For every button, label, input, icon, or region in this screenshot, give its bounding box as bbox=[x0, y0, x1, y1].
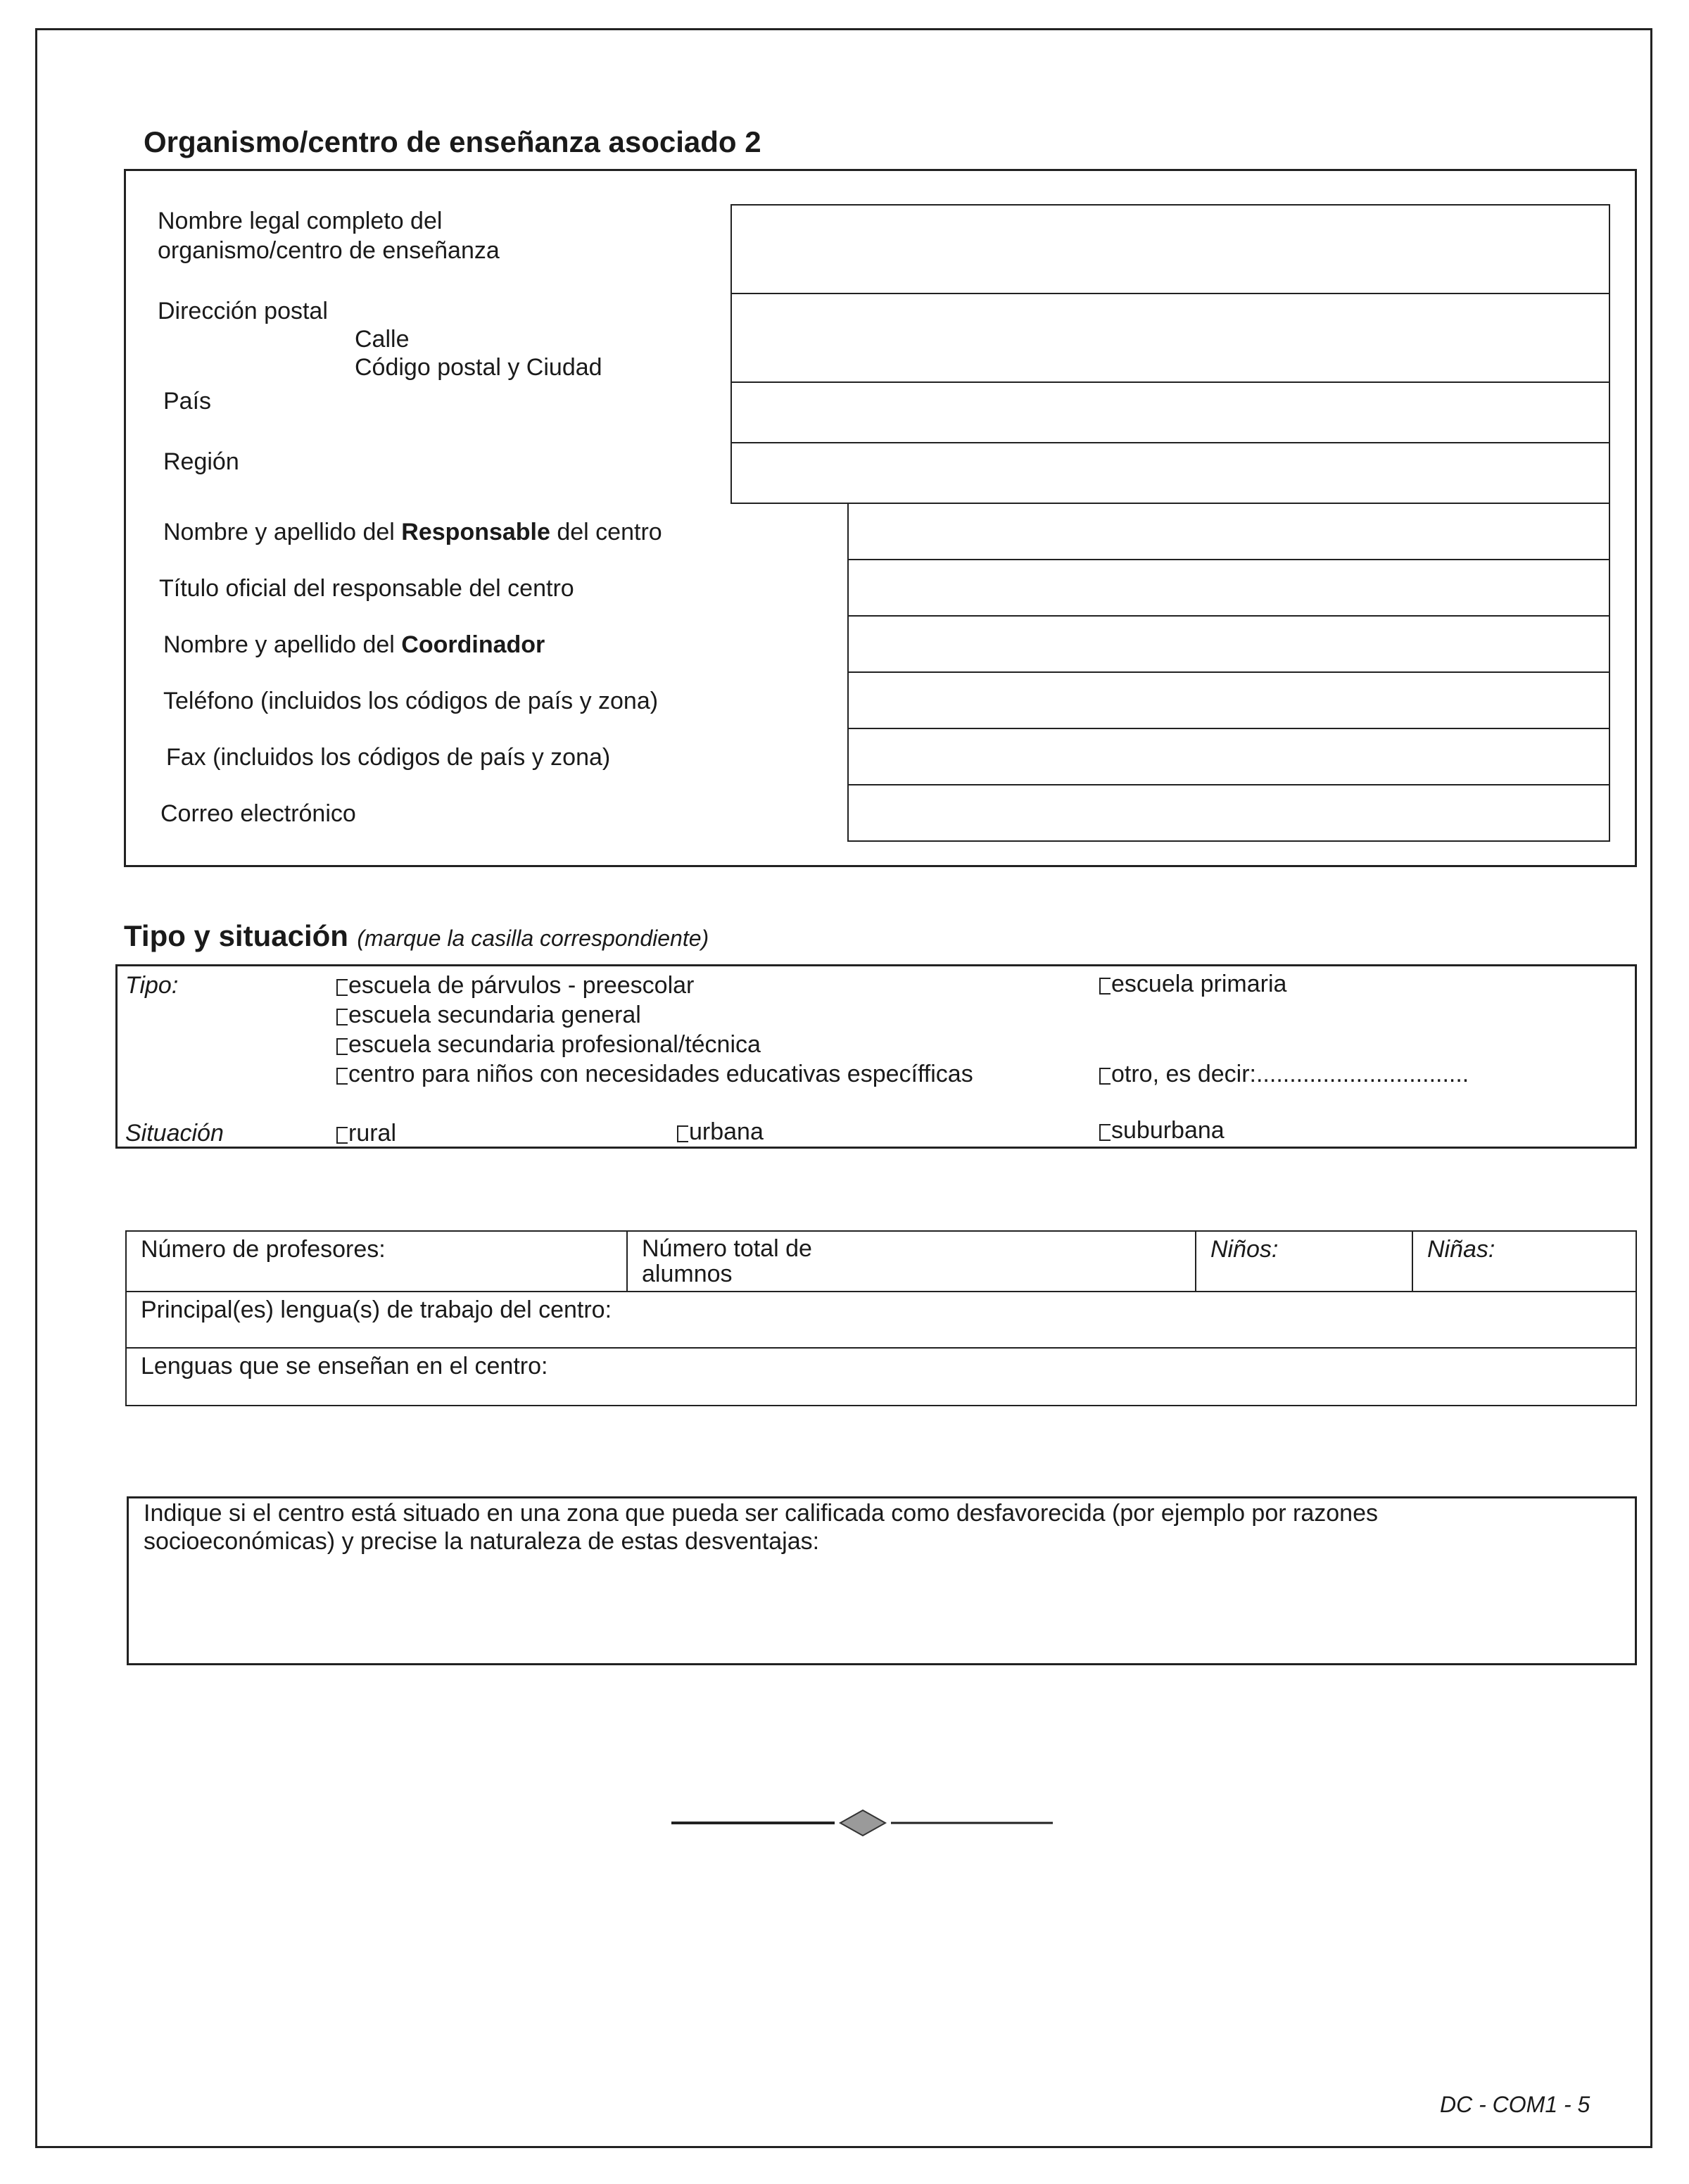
checkbox[interactable] bbox=[1099, 1068, 1111, 1085]
label-nombre-legal-1: Nombre legal completo del bbox=[158, 208, 443, 234]
label-direccion: Dirección postal bbox=[158, 298, 328, 324]
profesores-cell[interactable] bbox=[126, 1231, 627, 1292]
checkbox[interactable] bbox=[677, 1125, 688, 1142]
direccion-field[interactable] bbox=[730, 293, 1610, 383]
option-primaria-text: escuela primaria bbox=[1111, 971, 1287, 997]
checkbox[interactable] bbox=[336, 1038, 348, 1055]
option-otro-text: otro, es decir:................................ bbox=[1111, 1061, 1469, 1087]
label-responsable bbox=[163, 518, 662, 547]
titulo-oficial-field[interactable] bbox=[847, 559, 1610, 617]
option-rural-text: rural bbox=[348, 1120, 397, 1147]
ornament-diamond bbox=[840, 1810, 885, 1836]
lengua-trabajo-label: Principal(es) lengua(s) de trabajo del centro: bbox=[141, 1296, 612, 1323]
label-correo: Correo electrónico bbox=[160, 800, 356, 827]
option-rural[interactable] bbox=[336, 1119, 396, 1148]
lenguas-ensenan-label: Lenguas que se enseñan en el centro: bbox=[141, 1353, 548, 1380]
ninos-cell[interactable] bbox=[1196, 1231, 1412, 1292]
label-responsable-pre: Nombre y apellido del bbox=[163, 519, 402, 545]
ninos-label: Niños: bbox=[1210, 1236, 1279, 1263]
lenguas-ensenan-cell[interactable] bbox=[126, 1348, 1636, 1406]
footer-page-code: DC - COM1 - 5 bbox=[1440, 2092, 1590, 2117]
ornament-divider bbox=[669, 1802, 1056, 1844]
option-secundaria-profesional[interactable] bbox=[336, 1030, 761, 1059]
label-coordinador-bold: Coordinador bbox=[401, 631, 545, 658]
option-parvulos[interactable] bbox=[336, 971, 694, 1000]
label-region: Región bbox=[163, 448, 239, 475]
desfavorecida-text-1: Indique si el centro está situado en una zona que pueda ser calificada como desfavorecida (por ejemplo por razones bbox=[144, 1500, 1378, 1527]
total-alumnos-label-1: Número total de bbox=[642, 1235, 812, 1262]
option-necesidades[interactable] bbox=[336, 1060, 973, 1089]
ninas-cell[interactable] bbox=[1412, 1231, 1636, 1292]
option-urbana-text: urbana bbox=[689, 1118, 764, 1145]
section-title-organismo: Organismo/centro de enseñanza asociado 2 bbox=[144, 125, 761, 158]
checkbox[interactable] bbox=[336, 979, 348, 996]
checkbox[interactable] bbox=[336, 1009, 348, 1025]
situacion-label: Situación bbox=[125, 1120, 224, 1147]
option-parvulos-text: escuela de párvulos - preescolar bbox=[348, 972, 695, 999]
option-suburbana[interactable] bbox=[1099, 1116, 1225, 1145]
label-fax: Fax (incluidos los códigos de país y zona) bbox=[166, 744, 611, 771]
option-otro[interactable] bbox=[1099, 1060, 1469, 1089]
option-primaria[interactable] bbox=[1099, 970, 1286, 999]
correo-field[interactable] bbox=[847, 784, 1610, 842]
label-responsable-post: del centro bbox=[550, 519, 662, 545]
region-field[interactable] bbox=[730, 442, 1610, 504]
label-nombre-legal-2: organismo/centro de enseñanza bbox=[158, 237, 500, 264]
option-suburbana-text: suburbana bbox=[1111, 1117, 1225, 1144]
tipo-label: Tipo: bbox=[125, 972, 179, 999]
lengua-trabajo-cell[interactable] bbox=[126, 1292, 1636, 1348]
label-coordinador bbox=[163, 631, 545, 659]
ninas-label: Niñas: bbox=[1427, 1236, 1495, 1263]
label-responsable-bold: Responsable bbox=[401, 519, 550, 545]
telefono-field[interactable] bbox=[847, 671, 1610, 729]
option-secundaria-general-text: escuela secundaria general bbox=[348, 1002, 641, 1028]
section-title-tipo bbox=[124, 919, 709, 953]
checkbox[interactable] bbox=[336, 1068, 348, 1085]
label-telefono: Teléfono (incluidos los códigos de país y zona) bbox=[163, 688, 659, 714]
option-secundaria-profesional-text: escuela secundaria profesional/técnica bbox=[348, 1031, 761, 1058]
desfavorecida-text-2: socioeconómicas) y precise la naturaleza de estas desventajas: bbox=[144, 1528, 820, 1555]
nombre-legal-field[interactable] bbox=[730, 204, 1610, 294]
checkbox[interactable] bbox=[1099, 1124, 1111, 1141]
label-titulo-oficial: Título oficial del responsable del centro bbox=[159, 575, 574, 602]
coordinador-field[interactable] bbox=[847, 615, 1610, 673]
centro-datos-table bbox=[125, 1230, 1637, 1406]
label-codigo-postal: Código postal y Ciudad bbox=[355, 354, 602, 381]
option-secundaria-general[interactable] bbox=[336, 1001, 641, 1030]
checkbox[interactable] bbox=[1099, 978, 1111, 995]
option-necesidades-text: centro para niños con necesidades educativas específficas bbox=[348, 1061, 973, 1087]
tipo-subtitle: (marque la casilla correspondiente) bbox=[357, 926, 709, 951]
label-coordinador-pre: Nombre y apellido del bbox=[163, 631, 402, 658]
fax-field[interactable] bbox=[847, 728, 1610, 785]
label-calle: Calle bbox=[355, 326, 410, 353]
tipo-title: Tipo y situación bbox=[124, 919, 348, 952]
total-alumnos-label-2: alumnos bbox=[642, 1261, 733, 1287]
option-urbana[interactable] bbox=[677, 1118, 764, 1147]
checkbox[interactable] bbox=[336, 1127, 348, 1144]
responsable-field[interactable] bbox=[847, 503, 1610, 560]
total-alumnos-cell[interactable] bbox=[627, 1231, 1196, 1292]
label-pais: País bbox=[163, 388, 212, 415]
pais-field[interactable] bbox=[730, 381, 1610, 443]
profesores-label: Número de profesores: bbox=[141, 1236, 386, 1263]
